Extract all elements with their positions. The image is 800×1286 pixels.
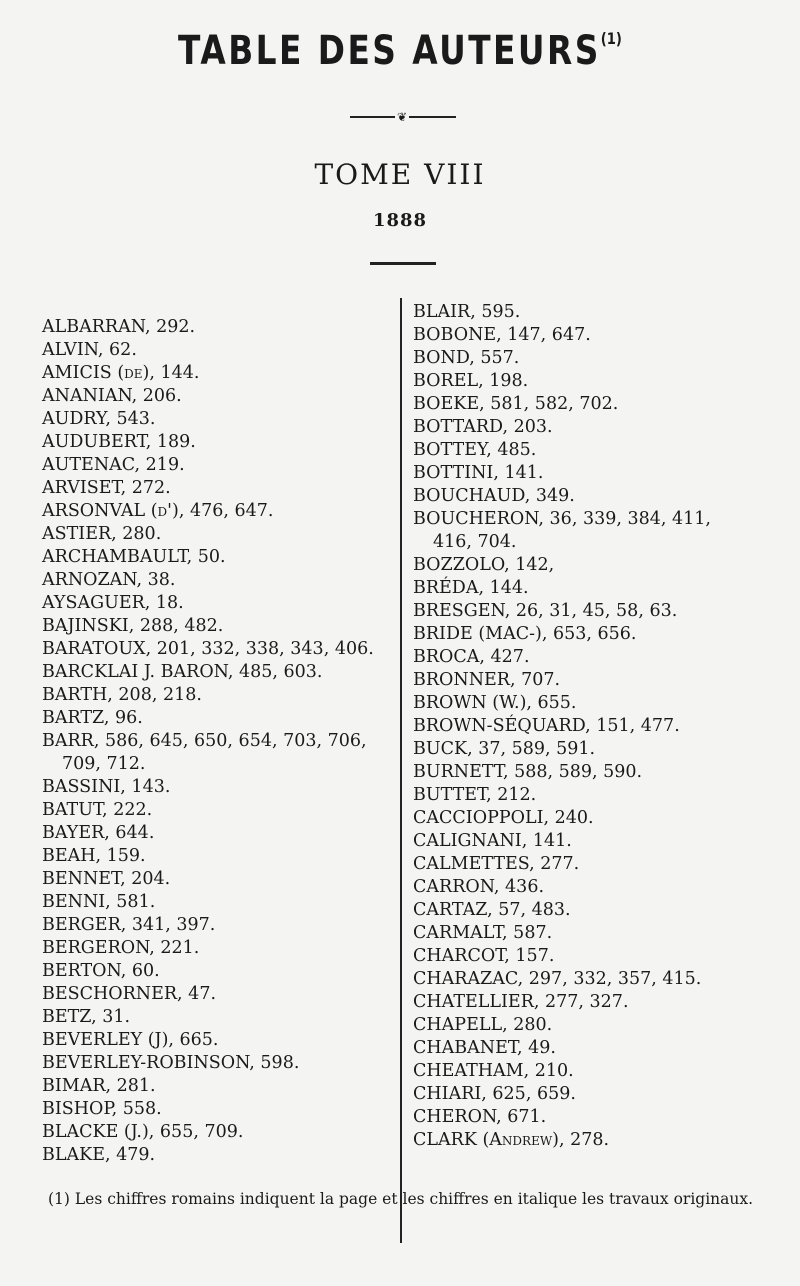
- author-entry: BLACKE (J.), 655, 709.: [42, 1122, 244, 1142]
- author-entry: BAJINSKI, 288, 482.: [42, 616, 224, 636]
- author-entry: ANANIAN, 206.: [42, 386, 182, 406]
- author-entry: BRESGEN, 26, 31, 45, 58, 63.: [413, 601, 678, 621]
- author-entry: AUDRY, 543.: [42, 409, 156, 429]
- author-entry: BEVERLEY (J), 665.: [42, 1030, 219, 1050]
- author-entry: BESCHORNER, 47.: [42, 984, 217, 1004]
- author-entry: BOREL, 198.: [413, 371, 529, 391]
- author-entry: BISHOP, 558.: [42, 1099, 162, 1119]
- author-entry: BUTTET, 212.: [413, 785, 537, 805]
- author-entry: ARCHAMBAULT, 50.: [42, 547, 226, 567]
- author-entry: BERGER, 341, 397.: [42, 915, 216, 935]
- author-entry: AMICIS (de), 144.: [42, 363, 200, 383]
- author-entry: CALMETTES, 277.: [413, 854, 580, 874]
- author-entry: BURNETT, 588, 589, 590.: [413, 762, 643, 782]
- year-heading: 1888: [372, 210, 428, 231]
- author-entry: BATUT, 222.: [42, 800, 153, 820]
- author-entry: BARTH, 208, 218.: [42, 685, 202, 705]
- tome-heading: TOME VIII: [314, 158, 486, 191]
- heading-rule: [370, 262, 436, 265]
- ornament-knot-icon: ❦: [397, 110, 408, 124]
- author-entry: BOUCHERON, 36, 339, 384, 411,: [413, 509, 711, 529]
- author-entry: BRÉDA, 144.: [413, 578, 529, 598]
- author-entry: CHARCOT, 157.: [413, 946, 555, 966]
- author-entry: ARVISET, 272.: [42, 478, 171, 498]
- author-entry: BETZ, 31.: [42, 1007, 131, 1027]
- page-title: [72, 28, 728, 74]
- column-divider: [400, 298, 402, 1243]
- author-entry: ARSONVAL (d'), 476, 647.: [42, 501, 274, 521]
- author-entry: BOND, 557.: [413, 348, 520, 368]
- author-entry: BEVERLEY-ROBINSON, 598.: [42, 1053, 300, 1073]
- author-entry: ASTIER, 280.: [42, 524, 162, 544]
- author-entry: BROCA, 427.: [413, 647, 530, 667]
- author-entry: CLARK (Andrew), 278.: [413, 1130, 610, 1150]
- author-entry: BASSINI, 143.: [42, 777, 171, 797]
- author-entry: BRIDE (MAC-), 653, 656.: [413, 624, 637, 644]
- author-entry: BOEKE, 581, 582, 702.: [413, 394, 619, 414]
- author-entry: CHIARI, 625, 659.: [413, 1084, 576, 1104]
- author-entry: BRONNER, 707.: [413, 670, 561, 690]
- author-entry: BROWN-SÉQUARD, 151, 477.: [413, 716, 680, 736]
- author-entry: CARMALT, 587.: [413, 923, 553, 943]
- author-entry: BOZZOLO, 142,: [413, 555, 555, 575]
- author-entry: BOTTINI, 141.: [413, 463, 544, 483]
- footnote: (1) Les chiffres romains indiquent la page et les chiffres en italique les travaux originaux.: [48, 1190, 754, 1208]
- author-entry: 416, 704.: [433, 532, 517, 552]
- author-entry: BOTTEY, 485.: [413, 440, 537, 460]
- author-entry: CARTAZ, 57, 483.: [413, 900, 571, 920]
- author-entry: BENNET, 204.: [42, 869, 171, 889]
- author-entry: BAYER, 644.: [42, 823, 155, 843]
- author-entry: BUCK, 37, 589, 591.: [413, 739, 596, 759]
- author-entry: CHATELLIER, 277, 327.: [413, 992, 629, 1012]
- author-entry: BARATOUX, 201, 332, 338, 343, 406.: [42, 639, 374, 659]
- author-entry: BROWN (W.), 655.: [413, 693, 577, 713]
- title-text: TABLE DES AUTEURS: [178, 28, 601, 74]
- left-author-column: [42, 316, 392, 1167]
- author-entry: CHABANET, 49.: [413, 1038, 556, 1058]
- author-entry: BENNI, 581.: [42, 892, 156, 912]
- author-entry: BERTON, 60.: [42, 961, 160, 981]
- author-entry: ARNOZAN, 38.: [42, 570, 176, 590]
- right-author-column: [413, 301, 783, 1152]
- author-entry: CALIGNANI, 141.: [413, 831, 572, 851]
- author-entry: CARRON, 436.: [413, 877, 545, 897]
- author-entry: AYSAGUER, 18.: [42, 593, 184, 613]
- author-entry: BARCKLAI J. BARON, 485, 603.: [42, 662, 323, 682]
- author-entry: CHARAZAC, 297, 332, 357, 415.: [413, 969, 702, 989]
- author-entry: BOBONE, 147, 647.: [413, 325, 591, 345]
- author-entry: CHERON, 671.: [413, 1107, 547, 1127]
- author-entry: ALBARRAN, 292.: [42, 317, 196, 337]
- author-entry: CHEATHAM, 210.: [413, 1061, 574, 1081]
- author-entry: AUTENAC, 219.: [42, 455, 185, 475]
- author-entry: BARR, 586, 645, 650, 654, 703, 706,: [42, 731, 367, 751]
- author-entry: AUDUBERT, 189.: [42, 432, 196, 452]
- author-entry: BOUCHAUD, 349.: [413, 486, 575, 506]
- author-entry: BOTTARD, 203.: [413, 417, 553, 437]
- author-entry: CHAPELL, 280.: [413, 1015, 553, 1035]
- author-entry: BLAKE, 479.: [42, 1145, 156, 1165]
- author-entry: BERGERON, 221.: [42, 938, 200, 958]
- author-entry: CACCIOPPOLI, 240.: [413, 808, 594, 828]
- author-entry: BLAIR, 595.: [413, 302, 521, 322]
- author-entry: BARTZ, 96.: [42, 708, 143, 728]
- author-entry: ALVIN, 62.: [42, 340, 137, 360]
- ornament-divider: [350, 112, 456, 122]
- author-entry: BIMAR, 281.: [42, 1076, 156, 1096]
- author-entry: BEAH, 159.: [42, 846, 146, 866]
- title-footnote-marker: (1): [600, 29, 622, 48]
- author-entry: 709, 712.: [62, 754, 146, 774]
